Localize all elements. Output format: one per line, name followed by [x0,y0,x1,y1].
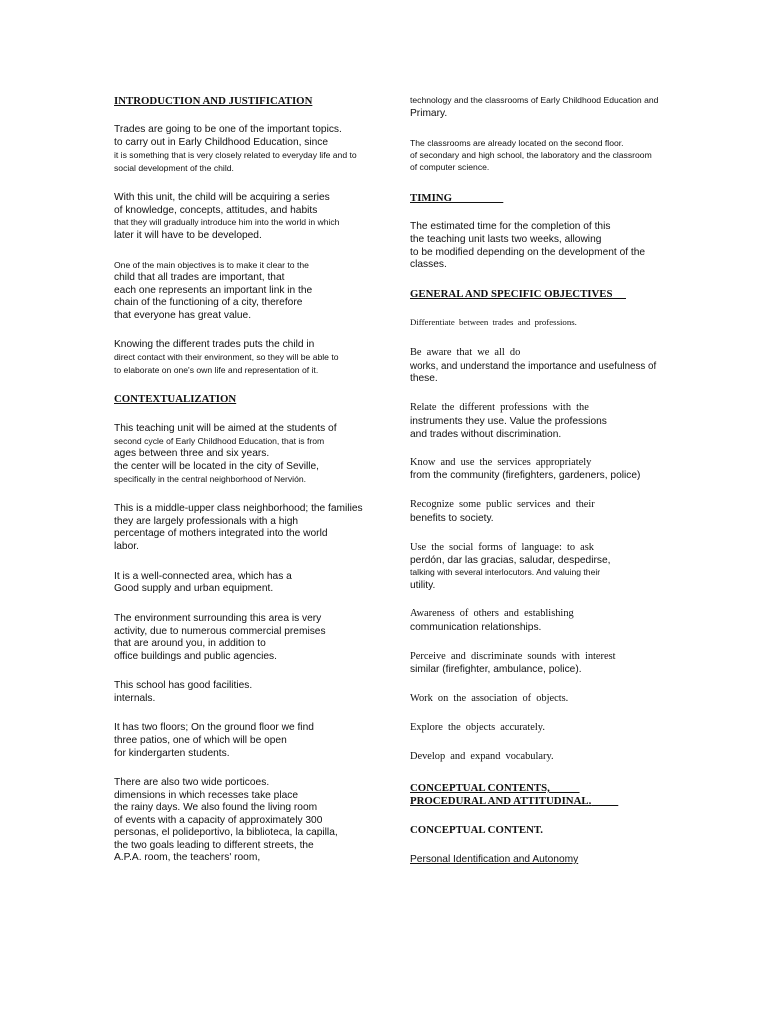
objective-item: Be aware that we all do [410,347,521,358]
heading-contents-rule [550,782,580,794]
context-paragraph-1-line: specifically in the central neighborhood of Nervión. [114,474,307,484]
objective-item-line: works, and understand the importance and usefulness of [410,361,657,372]
intro-paragraph-1-line: to carry out in Early Childhood Education, since [114,137,329,148]
context-paragraph-4-line: activity, due to numerous commercial premises [114,626,326,637]
heading-contents [410,783,580,794]
objective-item: Relate the different professions with the [410,402,589,413]
intro-paragraph-4-line: to elaborate on one's own life and representation of it. [114,365,319,375]
objective-item-line: instruments they use. Value the professions [410,416,607,427]
context-paragraph-7-line: There are also two wide porticoes. [114,777,270,788]
intro-paragraph-4-line: Knowing the different trades puts the child in [114,339,315,350]
heading-introduction: INTRODUCTION AND JUSTIFICATION [114,95,313,107]
intro-paragraph-3-line: child that all trades are important, that [114,272,285,283]
objective-item: Perceive and discriminate sounds with interest [410,651,616,662]
context-paragraph-2-line: percentage of mothers integrated into the world [114,528,328,539]
context-paragraph-1-line: the center will be located in the city of Seville, [114,461,319,472]
objective-item: Know and use the services appropriately [410,457,592,468]
subheading-personal-identification: Personal Identification and Autonomy [410,854,579,865]
objective-item: Develop and expand vocabulary. [410,751,554,762]
objective-item-line: talking with several interlocutors. And valuing their [410,567,601,577]
context-paragraph-7-line: dimensions in which recesses take place [114,790,299,801]
heading-objectives-rule [613,288,627,300]
objective-item-line: and trades without discrimination. [410,429,562,440]
timing-paragraph-line: classes. [410,259,447,270]
intro-paragraph-1-line: Trades are going to be one of the important topics. [114,124,342,135]
heading-timing-text: TIMING [410,192,452,204]
intro-paragraph-1-line: it is something that is very closely related to everyday life and to [114,150,357,160]
intro-paragraph-2-line: that they will gradually introduce him into the world in which [114,217,340,227]
heading-contents-text: CONCEPTUAL CONTENTS, [410,782,550,794]
intro-paragraph-3-line: each one represents an important link in the [114,285,313,296]
timing-paragraph-line: to be modified depending on the development of the [410,247,646,258]
intro-paragraph-2-line: later it will have to be developed. [114,230,262,241]
heading-timing-rule [452,192,503,204]
context-paragraph-3-line: Good supply and urban equipment. [114,583,274,594]
context-paragraph-1-line: ages between three and six years. [114,448,270,459]
continued-paragraph-2-line: The classrooms are already located on the second floor. [410,138,624,148]
heading-objectives [410,289,626,300]
context-paragraph-7-line: the rainy days. We also found the living room [114,802,318,813]
intro-paragraph-3-line: chain of the functioning of a city, therefore [114,297,303,308]
objective-item-line: perdón, dar las gracias, saludar, despedirse, [410,555,611,566]
timing-paragraph-line: The estimated time for the completion of this [410,221,611,232]
intro-paragraph-3-line: One of the main objectives is to make it clear to the [114,260,309,270]
context-paragraph-4-line: that are around you, in addition to [114,638,266,649]
context-paragraph-2-line: This is a middle-upper class neighborhood; the families [114,503,363,514]
objective-item-line: utility. [410,580,436,591]
intro-paragraph-1-line: social development of the child. [114,163,234,173]
objective-item: Work on the association of objects. [410,693,569,704]
context-paragraph-1-line: second cycle of Early Childhood Education, that is from [114,436,325,446]
objective-item-line: these. [410,373,438,384]
context-paragraph-6-line: It has two floors; On the ground floor we find [114,722,314,733]
context-paragraph-1-line: This teaching unit will be aimed at the students of [114,423,337,434]
context-paragraph-5-line: This school has good facilities. [114,680,253,691]
timing-paragraph-line: the teaching unit lasts two weeks, allowing [410,234,602,245]
context-paragraph-6-line: three patios, one of which will be open [114,735,287,746]
continued-paragraph-1-line: technology and the classrooms of Early Childhood Education and [410,95,659,105]
objective-item: Differentiate between trades and professions. [410,317,577,327]
context-paragraph-4-line: office buildings and public agencies. [114,651,277,662]
heading-timing [410,193,503,204]
objective-item: Use the social forms of language: to ask [410,542,594,553]
intro-paragraph-2-line: With this unit, the child will be acquiring a series [114,192,330,203]
intro-paragraph-2-line: of knowledge, concepts, attitudes, and habits [114,205,318,216]
heading-objectives-text: GENERAL AND SPECIFIC OBJECTIVES [410,288,613,300]
objective-item-line: from the community (firefighters, gardeners, police) [410,470,641,481]
intro-paragraph-4-line: direct contact with their environment, so they will be able to [114,352,339,362]
objective-item-line: benefits to society. [410,513,494,524]
objective-item: Recognize some public services and their [410,499,595,510]
objective-item-line: similar (firefighter, ambulance, police). [410,664,582,675]
objective-item: Awareness of others and establishing [410,608,574,619]
context-paragraph-7-line: the two goals leading to different streets, the [114,840,314,851]
context-paragraph-3-line: It is a well-connected area, which has a [114,571,292,582]
context-paragraph-7-line: of events with a capacity of approximately 300 [114,815,323,826]
continued-paragraph-2-line: of secondary and high school, the laboratory and the classroom [410,150,652,160]
context-paragraph-6-line: for kindergarten students. [114,748,230,759]
heading-contextualization: CONTEXTUALIZATION [114,393,237,405]
context-paragraph-2-line: they are largely professionals with a high [114,516,299,527]
context-paragraph-7-line: A.P.A. room, the teachers' room, [114,852,261,863]
objective-item-line: communication relationships. [410,622,542,633]
context-paragraph-4-line: The environment surrounding this area is very [114,613,322,624]
context-paragraph-7-line: personas, el polideportivo, la biblioteca, la capilla, [114,827,338,838]
heading-conceptual-content: CONCEPTUAL CONTENT. [410,824,543,836]
objective-item: Explore the objects accurately. [410,722,545,733]
context-paragraph-5-line: internals. [114,693,156,704]
continued-paragraph-2-line: of computer science. [410,162,490,172]
heading-contents-text-2: PROCEDURAL AND ATTITUDINAL. [410,795,592,807]
intro-paragraph-3-line: that everyone has great value. [114,310,252,321]
heading-contents-line-2 [410,796,618,807]
context-paragraph-2-line: labor. [114,541,139,552]
continued-paragraph-1-line: Primary. [410,108,448,119]
heading-contents-rule-2 [591,795,618,807]
